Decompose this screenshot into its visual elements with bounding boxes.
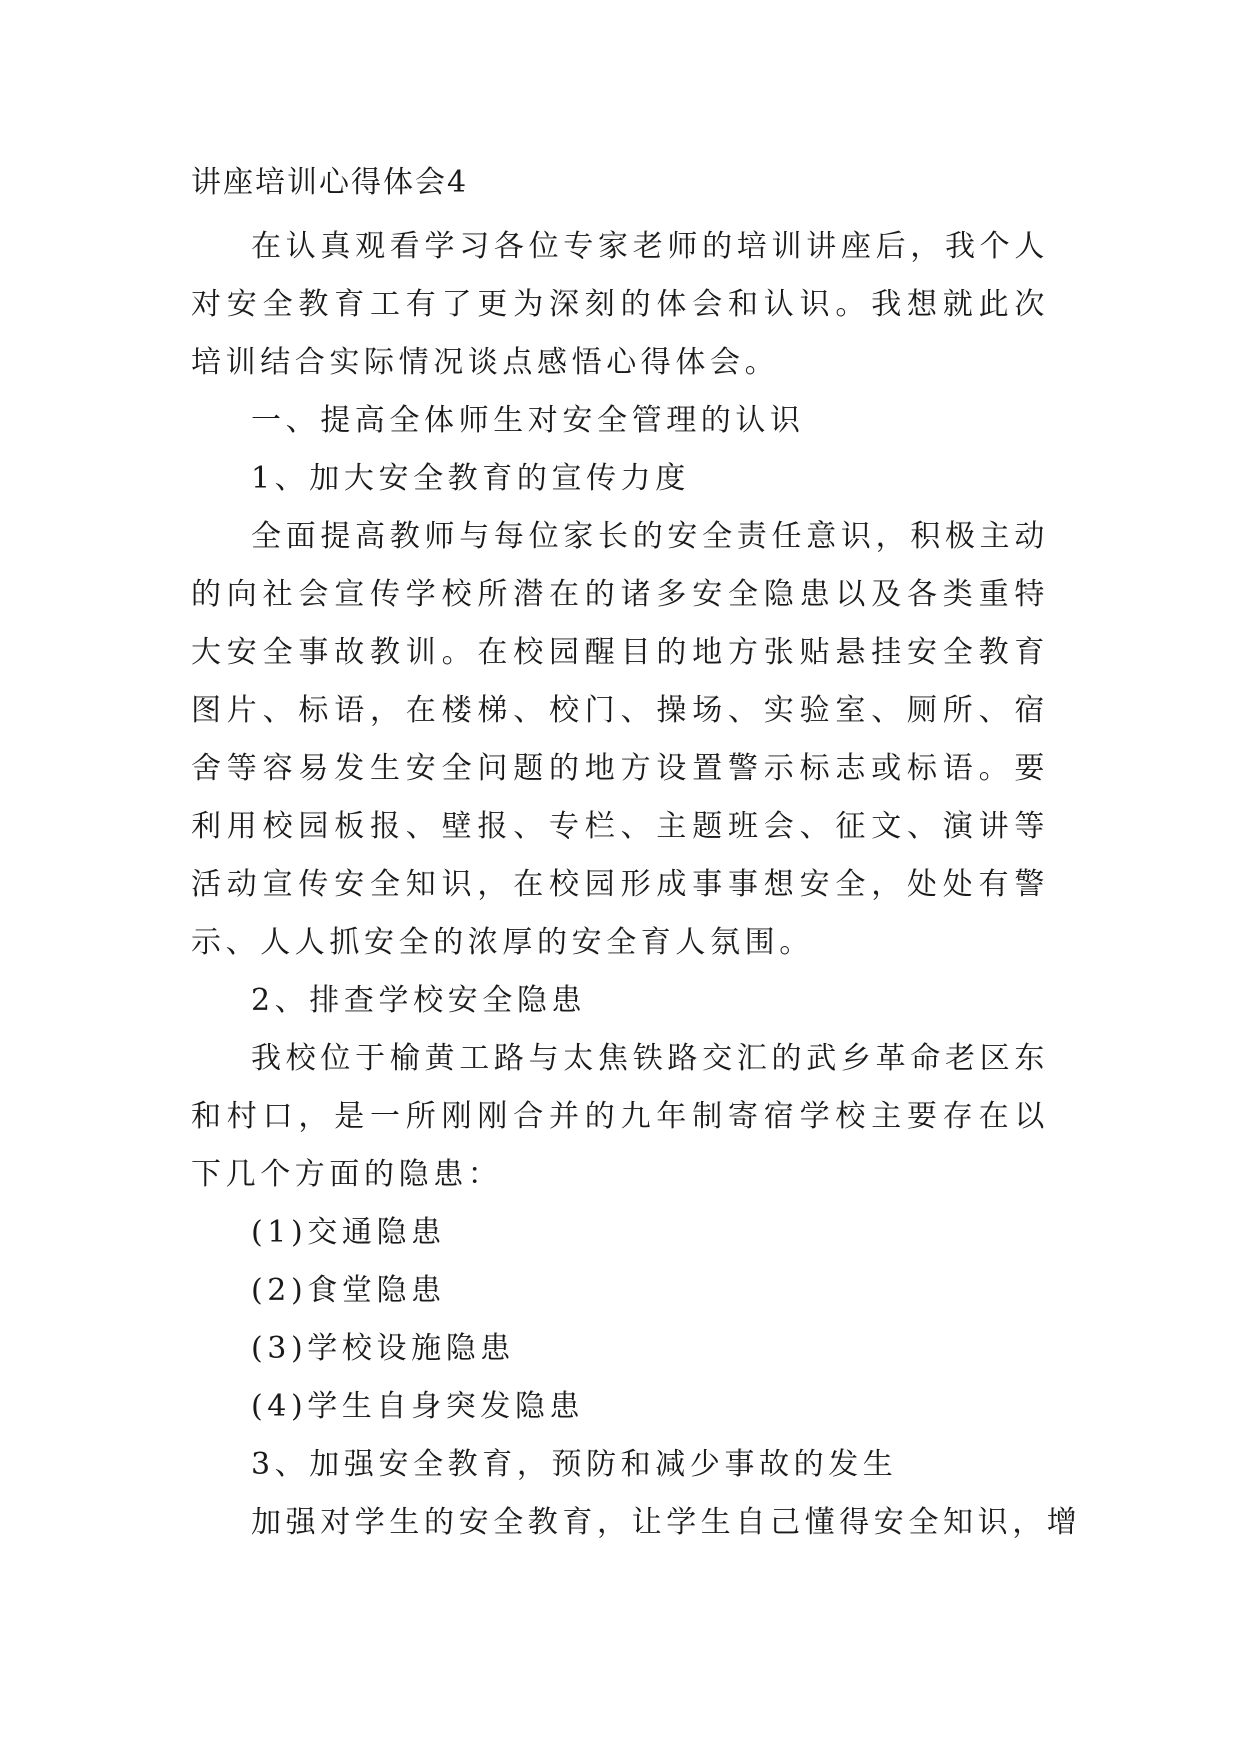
subsection-heading-2: 2、排查学校安全隐患: [251, 983, 587, 1018]
paragraph-intro: 在认真观看学习各位专家老师的培训讲座后，我个人对安全教育工有了更为深刻的体会和认识。我想就此次培训结合实际情况谈点感悟心得体会。: [191, 229, 1049, 380]
subsection-heading-3: 3、加强安全教育，预防和减少事故的发生: [251, 1447, 898, 1482]
document-body: [191, 218, 1082, 1552]
list-item-hazard-3: (3)学校设施隐患: [251, 1331, 515, 1366]
section-heading-1: 一、提高全体师生对安全管理的认识: [251, 403, 805, 438]
paragraph-safety-education: 加强对学生的安全教育，让学生自己懂得安全知识，增: [251, 1505, 1082, 1540]
paragraph-publicity: 全面提高教师与每位家长的安全责任意识，积极主动的向社会宣传学校所潜在的诸多安全隐患以及各类重特大安全事故教训。在校园醒目的地方张贴悬挂安全教育图片、标语，在楼梯、校门、操场、实验室、厕所、宿舍等容易发生安全问题的地方设置警示标志或标语。要利用校园板报、壁报、专栏、主题班会、征文、演讲等活动宣传安全知识，在校园形成事事想安全，处处有警示、人人抓安全的浓厚的安全育人氛围。: [191, 519, 1049, 960]
list-item-hazard-4: (4)学生自身突发隐患: [251, 1389, 585, 1424]
document-title: 讲座培训心得体会4: [191, 165, 469, 200]
list-item-hazard-1: (1)交通隐患: [251, 1215, 446, 1250]
list-item-hazard-2: (2)食堂隐患: [251, 1273, 446, 1308]
subsection-heading-1: 1、加大安全教育的宣传力度: [251, 461, 690, 496]
paragraph-school-location: 我校位于榆黄工路与太焦铁路交汇的武乡革命老区东和村口，是一所刚刚合并的九年制寄宿学校主要存在以下几个方面的隐患：: [191, 1041, 1049, 1192]
